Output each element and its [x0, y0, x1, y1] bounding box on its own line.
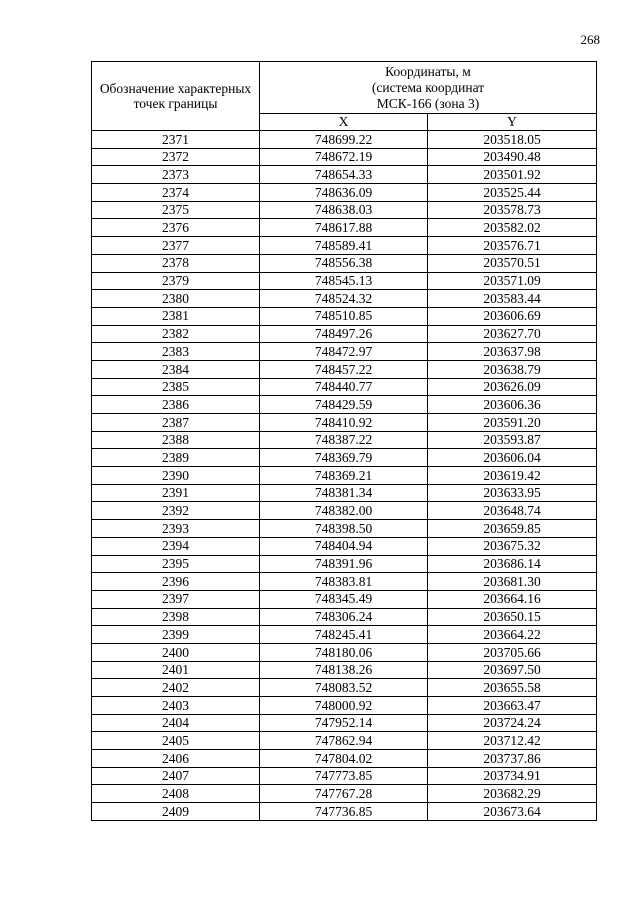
x-coordinate-cell: 748180.06 — [260, 643, 428, 661]
y-column-header: Y — [428, 114, 597, 131]
table-row — [92, 467, 597, 485]
y-coordinate-cell: 203490.48 — [428, 148, 597, 166]
x-coordinate-cell: 748138.26 — [260, 661, 428, 679]
coordinates-header-line2: (система координат — [371, 79, 485, 95]
point-id-cell: 2404 — [92, 714, 260, 732]
table-row — [92, 537, 597, 555]
y-coordinate-cell: 203578.73 — [428, 201, 597, 219]
point-id-cell: 2394 — [92, 537, 260, 555]
table-row — [92, 803, 597, 821]
point-id-cell: 2406 — [92, 750, 260, 768]
table-row — [92, 219, 597, 237]
y-coordinate-cell: 203501.92 — [428, 166, 597, 184]
y-coordinate-cell: 203681.30 — [428, 573, 597, 591]
y-coordinate-cell: 203659.85 — [428, 520, 597, 538]
x-coordinate-cell: 748472.97 — [260, 343, 428, 361]
x-coordinate-cell: 747862.94 — [260, 732, 428, 750]
point-id-cell: 2396 — [92, 573, 260, 591]
coordinates-header-line3: МСК-166 (зона 3) — [376, 95, 480, 111]
point-id-cell: 2372 — [92, 148, 260, 166]
x-coordinate-cell: 748083.52 — [260, 679, 428, 697]
y-coordinate-cell: 203734.91 — [428, 767, 597, 785]
table-row — [92, 590, 597, 608]
table-row — [92, 732, 597, 750]
coordinates-header-line1: Координаты, м — [385, 63, 471, 79]
point-id-cell: 2377 — [92, 237, 260, 255]
y-coordinate-cell: 203648.74 — [428, 502, 597, 520]
point-id-cell: 2386 — [92, 396, 260, 414]
x-column-header: X — [260, 114, 428, 131]
table-row — [92, 750, 597, 768]
x-coordinate-cell: 748387.22 — [260, 431, 428, 449]
table-row — [92, 714, 597, 732]
table-row — [92, 643, 597, 661]
y-coordinate-cell: 203664.16 — [428, 590, 597, 608]
x-coordinate-cell: 748638.03 — [260, 201, 428, 219]
table-row — [92, 360, 597, 378]
point-id-cell: 2378 — [92, 254, 260, 272]
y-coordinate-cell: 203724.24 — [428, 714, 597, 732]
table-row — [92, 378, 597, 396]
table-row — [92, 520, 597, 538]
y-coordinate-cell: 203576.71 — [428, 237, 597, 255]
table-row — [92, 767, 597, 785]
point-designation-header: Обозначение характерных точек границы — [92, 62, 260, 131]
x-coordinate-cell: 748369.21 — [260, 467, 428, 485]
x-coordinate-cell: 748000.92 — [260, 697, 428, 715]
x-coordinate-cell: 747773.85 — [260, 767, 428, 785]
x-coordinate-cell: 748497.26 — [260, 325, 428, 343]
x-coordinate-cell: 748382.00 — [260, 502, 428, 520]
table-row — [92, 131, 597, 149]
point-id-cell: 2395 — [92, 555, 260, 573]
point-id-cell: 2405 — [92, 732, 260, 750]
point-id-cell: 2400 — [92, 643, 260, 661]
x-coordinate-cell: 747804.02 — [260, 750, 428, 768]
y-coordinate-cell: 203525.44 — [428, 184, 597, 202]
y-coordinate-cell: 203663.47 — [428, 697, 597, 715]
point-id-cell: 2399 — [92, 626, 260, 644]
table-row — [92, 697, 597, 715]
x-coordinate-cell: 748306.24 — [260, 608, 428, 626]
point-id-cell: 2379 — [92, 272, 260, 290]
y-coordinate-cell: 203686.14 — [428, 555, 597, 573]
y-coordinate-cell: 203712.42 — [428, 732, 597, 750]
x-coordinate-cell: 747736.85 — [260, 803, 428, 821]
point-id-cell: 2375 — [92, 201, 260, 219]
coordinates-header — [260, 62, 597, 114]
table-body — [92, 131, 597, 821]
point-id-cell: 2392 — [92, 502, 260, 520]
x-coordinate-cell: 748398.50 — [260, 520, 428, 538]
y-coordinate-cell: 203655.58 — [428, 679, 597, 697]
y-coordinate-cell: 203737.86 — [428, 750, 597, 768]
point-id-cell: 2388 — [92, 431, 260, 449]
table-row — [92, 166, 597, 184]
y-coordinate-cell: 203675.32 — [428, 537, 597, 555]
x-coordinate-cell: 748381.34 — [260, 484, 428, 502]
y-coordinate-cell: 203591.20 — [428, 414, 597, 432]
y-coordinate-cell: 203583.44 — [428, 290, 597, 308]
point-id-cell: 2409 — [92, 803, 260, 821]
table-row — [92, 201, 597, 219]
x-coordinate-cell: 748369.79 — [260, 449, 428, 467]
point-id-cell: 2398 — [92, 608, 260, 626]
y-coordinate-cell: 203626.09 — [428, 378, 597, 396]
table-row — [92, 184, 597, 202]
y-coordinate-cell: 203664.22 — [428, 626, 597, 644]
x-coordinate-cell: 748404.94 — [260, 537, 428, 555]
table-row — [92, 272, 597, 290]
x-coordinate-cell: 748699.22 — [260, 131, 428, 149]
table-row — [92, 661, 597, 679]
point-id-cell: 2390 — [92, 467, 260, 485]
table-row — [92, 237, 597, 255]
x-coordinate-cell: 748345.49 — [260, 590, 428, 608]
x-coordinate-cell: 748556.38 — [260, 254, 428, 272]
point-id-cell: 2371 — [92, 131, 260, 149]
table-row — [92, 679, 597, 697]
y-coordinate-cell: 203697.50 — [428, 661, 597, 679]
table-row — [92, 325, 597, 343]
point-id-cell: 2384 — [92, 360, 260, 378]
y-coordinate-cell: 203518.05 — [428, 131, 597, 149]
x-coordinate-cell: 748589.41 — [260, 237, 428, 255]
x-coordinate-cell: 748510.85 — [260, 307, 428, 325]
y-coordinate-cell: 203619.42 — [428, 467, 597, 485]
table-row — [92, 608, 597, 626]
table-row — [92, 396, 597, 414]
y-coordinate-cell: 203682.29 — [428, 785, 597, 803]
x-coordinate-cell: 748457.22 — [260, 360, 428, 378]
x-coordinate-cell: 748440.77 — [260, 378, 428, 396]
y-coordinate-cell: 203582.02 — [428, 219, 597, 237]
point-id-cell: 2387 — [92, 414, 260, 432]
y-coordinate-cell: 203650.15 — [428, 608, 597, 626]
y-coordinate-cell: 203606.04 — [428, 449, 597, 467]
point-id-cell: 2374 — [92, 184, 260, 202]
point-id-cell: 2408 — [92, 785, 260, 803]
point-id-cell: 2380 — [92, 290, 260, 308]
y-coordinate-cell: 203627.70 — [428, 325, 597, 343]
x-coordinate-cell: 748636.09 — [260, 184, 428, 202]
point-id-cell: 2382 — [92, 325, 260, 343]
x-coordinate-cell: 748654.33 — [260, 166, 428, 184]
x-coordinate-cell: 748383.81 — [260, 573, 428, 591]
y-coordinate-cell: 203570.51 — [428, 254, 597, 272]
y-coordinate-cell: 203606.36 — [428, 396, 597, 414]
x-coordinate-cell: 748245.41 — [260, 626, 428, 644]
y-coordinate-cell: 203606.69 — [428, 307, 597, 325]
point-id-cell: 2376 — [92, 219, 260, 237]
x-coordinate-cell: 748524.32 — [260, 290, 428, 308]
x-coordinate-cell: 747767.28 — [260, 785, 428, 803]
table-row — [92, 449, 597, 467]
table-header — [92, 62, 597, 131]
point-id-cell: 2373 — [92, 166, 260, 184]
table-row — [92, 414, 597, 432]
y-coordinate-cell: 203673.64 — [428, 803, 597, 821]
point-id-cell: 2391 — [92, 484, 260, 502]
point-id-cell: 2401 — [92, 661, 260, 679]
x-coordinate-cell: 748672.19 — [260, 148, 428, 166]
point-id-cell: 2393 — [92, 520, 260, 538]
table-row — [92, 573, 597, 591]
point-id-cell: 2389 — [92, 449, 260, 467]
point-id-cell: 2385 — [92, 378, 260, 396]
point-id-cell: 2381 — [92, 307, 260, 325]
table-row — [92, 626, 597, 644]
table-row — [92, 502, 597, 520]
x-coordinate-cell: 748391.96 — [260, 555, 428, 573]
point-id-cell: 2407 — [92, 767, 260, 785]
y-coordinate-cell: 203637.98 — [428, 343, 597, 361]
point-id-cell: 2403 — [92, 697, 260, 715]
coordinates-table — [91, 61, 597, 821]
table-row — [92, 431, 597, 449]
x-coordinate-cell: 748617.88 — [260, 219, 428, 237]
y-coordinate-cell: 203633.95 — [428, 484, 597, 502]
table-row — [92, 307, 597, 325]
point-id-cell: 2383 — [92, 343, 260, 361]
x-coordinate-cell: 748429.59 — [260, 396, 428, 414]
x-coordinate-cell: 748410.92 — [260, 414, 428, 432]
y-coordinate-cell: 203593.87 — [428, 431, 597, 449]
table-row — [92, 148, 597, 166]
y-coordinate-cell: 203705.66 — [428, 643, 597, 661]
page-number: 268 — [580, 32, 600, 47]
table-row — [92, 290, 597, 308]
table-row — [92, 254, 597, 272]
table-row — [92, 343, 597, 361]
table-row — [92, 785, 597, 803]
table-row — [92, 555, 597, 573]
table-row — [92, 484, 597, 502]
x-coordinate-cell: 747952.14 — [260, 714, 428, 732]
y-coordinate-cell: 203571.09 — [428, 272, 597, 290]
point-id-cell: 2397 — [92, 590, 260, 608]
y-coordinate-cell: 203638.79 — [428, 360, 597, 378]
point-id-cell: 2402 — [92, 679, 260, 697]
x-coordinate-cell: 748545.13 — [260, 272, 428, 290]
